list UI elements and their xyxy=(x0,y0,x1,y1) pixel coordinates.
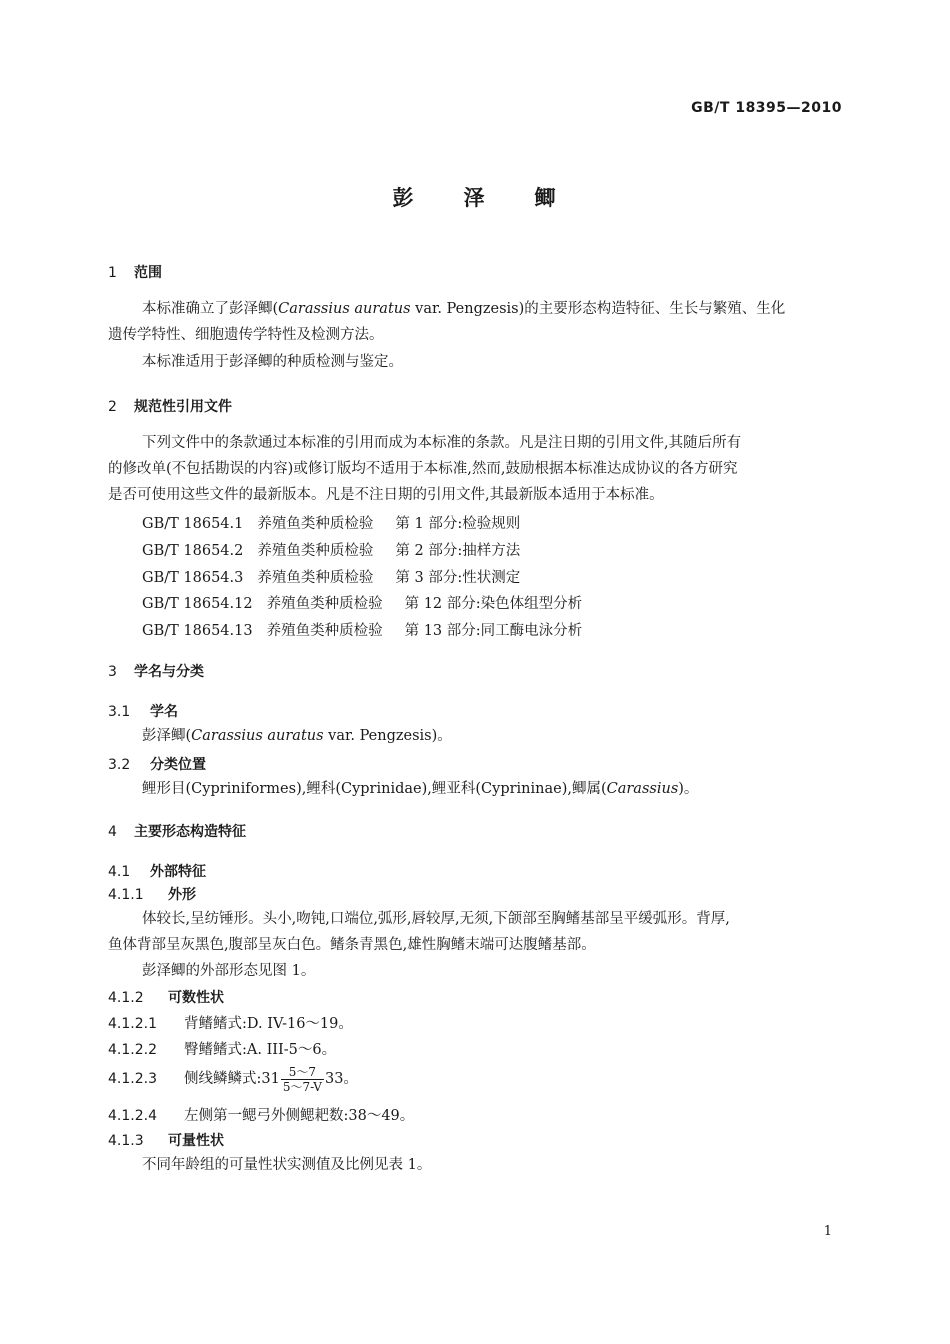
section-title: 外部特征 xyxy=(150,864,206,880)
clause-text: 左侧第一鳃弓外侧鳃耙数:38～49。 xyxy=(184,1108,415,1124)
section-title: 分类位置 xyxy=(150,757,206,773)
reference-item xyxy=(142,539,520,560)
paragraph-line: 下列文件中的条款通过本标准的引用而成为本标准的条款。凡是注日期的引用文件,其随后所有 xyxy=(142,435,742,451)
clause-text xyxy=(184,1064,358,1094)
text: 侧线鳞鳞式:31 xyxy=(184,1071,280,1087)
section-title: 可量性状 xyxy=(168,1133,224,1149)
reference-item xyxy=(142,592,582,613)
paragraph-line: 体较长,呈纺锤形。头小,吻钝,口端位,弧形,唇较厚,无须,下颌部至胸鳍基部呈平缓弧形。背厚, xyxy=(142,911,730,927)
latin-name: Carassius auratus xyxy=(278,301,411,317)
section-number: 1 xyxy=(108,265,117,281)
section-number: 4.1.2.2 xyxy=(108,1042,157,1058)
title-char: 泽 xyxy=(463,186,487,210)
paragraph xyxy=(108,723,878,750)
reference-code: GB/T 18654.3 xyxy=(142,570,244,586)
reference-part: 第 2 部分:抽样方法 xyxy=(395,543,521,559)
reference-title: 养殖鱼类种质检验 xyxy=(257,570,374,586)
text: 彭泽鲫( xyxy=(142,728,192,744)
fraction-denominator: 5～7-V xyxy=(282,1079,322,1094)
clause-4-1-2-2 xyxy=(108,1038,336,1059)
paragraph-line: 是否可使用这些文件的最新版本。凡是不注日期的引用文件,其最新版本适用于本标准。 xyxy=(108,487,664,503)
section-title: 规范性引用文件 xyxy=(134,399,232,415)
section-number: 4 xyxy=(108,824,117,840)
page-number: 1 xyxy=(823,1224,832,1239)
clause-text: 臀鳍鳍式:A. III-5～6。 xyxy=(184,1042,337,1058)
section-number: 4.1.2.1 xyxy=(108,1016,157,1032)
section-number: 4.1.1 xyxy=(108,887,144,903)
paragraph: 本标准适用于彭泽鲫的种质检测与鉴定。 xyxy=(142,354,403,370)
text: var. Pengzesis)。 xyxy=(323,728,452,744)
section-number: 4.1 xyxy=(108,864,131,880)
clause-text: 背鳍鳍式:D. IV-16～19。 xyxy=(184,1016,353,1032)
document-title xyxy=(0,182,950,212)
section-number: 3.1 xyxy=(108,704,131,720)
reference-item xyxy=(142,619,582,640)
reference-item xyxy=(142,566,520,587)
reference-title: 养殖鱼类种质检验 xyxy=(266,596,383,612)
clause-4-1-2-4 xyxy=(108,1104,414,1125)
subsection-4-1-1-heading xyxy=(108,884,196,904)
standard-code: GB/T 18395—2010 xyxy=(691,100,842,116)
section-number: 3.2 xyxy=(108,757,131,773)
paragraph xyxy=(108,776,878,803)
reference-part: 第 12 部分:染色体组型分析 xyxy=(404,596,583,612)
reference-code: GB/T 18654.2 xyxy=(142,543,244,559)
subsection-4-1-2-heading xyxy=(108,987,224,1007)
text: 33。 xyxy=(324,1071,358,1087)
latin-name: Carassius xyxy=(606,781,679,797)
paragraph: 不同年龄组的可量性状实测值及比例见表 1。 xyxy=(142,1157,432,1173)
text: var. Pengzesis)的主要形态构造特征、生长与繁殖、生化 xyxy=(410,301,786,317)
reference-code: GB/T 18654.13 xyxy=(142,623,253,639)
fraction-numerator: 5～7 xyxy=(281,1065,324,1080)
section-title: 主要形态构造特征 xyxy=(134,824,246,840)
section-title: 可数性状 xyxy=(168,990,224,1006)
section-number: 4.1.2.3 xyxy=(108,1071,157,1087)
section-number: 4.1.2.4 xyxy=(108,1108,157,1124)
section-1-heading xyxy=(108,262,162,282)
section-title: 学名 xyxy=(150,704,178,720)
section-title: 范围 xyxy=(134,265,162,281)
section-number: 4.1.3 xyxy=(108,1133,144,1149)
section-4-heading xyxy=(108,821,246,841)
paragraph-line: 鱼体背部呈灰黑色,腹部呈灰白色。鳍条青黑色,雄性胸鳍末端可达腹鳍基部。 xyxy=(108,937,596,953)
text: )。 xyxy=(678,781,699,797)
reference-part: 第 3 部分:性状测定 xyxy=(395,570,521,586)
paragraph-line: 的修改单(不包括勘误的内容)或修订版均不适用于本标准,然而,鼓励根据本标准达成协议的各方研究 xyxy=(108,461,738,477)
reference-title: 养殖鱼类种质检验 xyxy=(266,623,383,639)
subsection-3-1-heading xyxy=(108,701,178,721)
reference-title: 养殖鱼类种质检验 xyxy=(257,516,374,532)
reference-part: 第 1 部分:检验规则 xyxy=(395,516,521,532)
section-2-heading xyxy=(108,396,232,416)
reference-item xyxy=(142,512,520,533)
section-3-heading xyxy=(108,661,204,681)
paragraph xyxy=(108,296,878,323)
text: 鲤形目(Cypriniformes),鲤科(Cyprinidae),鲤亚科(Cyprininae),鲫属( xyxy=(142,781,607,797)
section-title: 外形 xyxy=(168,887,196,903)
section-number: 2 xyxy=(108,399,117,415)
subsection-3-2-heading xyxy=(108,754,206,774)
paragraph: 彭泽鲫的外部形态见图 1。 xyxy=(142,963,316,979)
clause-4-1-2-1 xyxy=(108,1012,353,1033)
latin-name: Carassius auratus xyxy=(191,728,324,744)
section-number: 4.1.2 xyxy=(108,990,144,1006)
title-char: 鲫 xyxy=(534,186,558,210)
reference-part: 第 13 部分:同工酶电泳分析 xyxy=(404,623,583,639)
paragraph-line: 遗传学特性、细胞遗传学特性及检测方法。 xyxy=(108,327,384,343)
section-title: 学名与分类 xyxy=(134,664,204,680)
reference-code: GB/T 18654.1 xyxy=(142,516,244,532)
title-char: 彭 xyxy=(392,186,416,210)
text: 本标准确立了彭泽鲫( xyxy=(142,301,279,317)
lateral-line-fraction xyxy=(281,1065,324,1094)
clause-4-1-2-3 xyxy=(108,1062,358,1096)
reference-title: 养殖鱼类种质检验 xyxy=(257,543,374,559)
subsection-4-1-heading xyxy=(108,861,206,881)
subsection-4-1-3-heading xyxy=(108,1130,224,1150)
reference-code: GB/T 18654.12 xyxy=(142,596,253,612)
section-number: 3 xyxy=(108,664,117,680)
